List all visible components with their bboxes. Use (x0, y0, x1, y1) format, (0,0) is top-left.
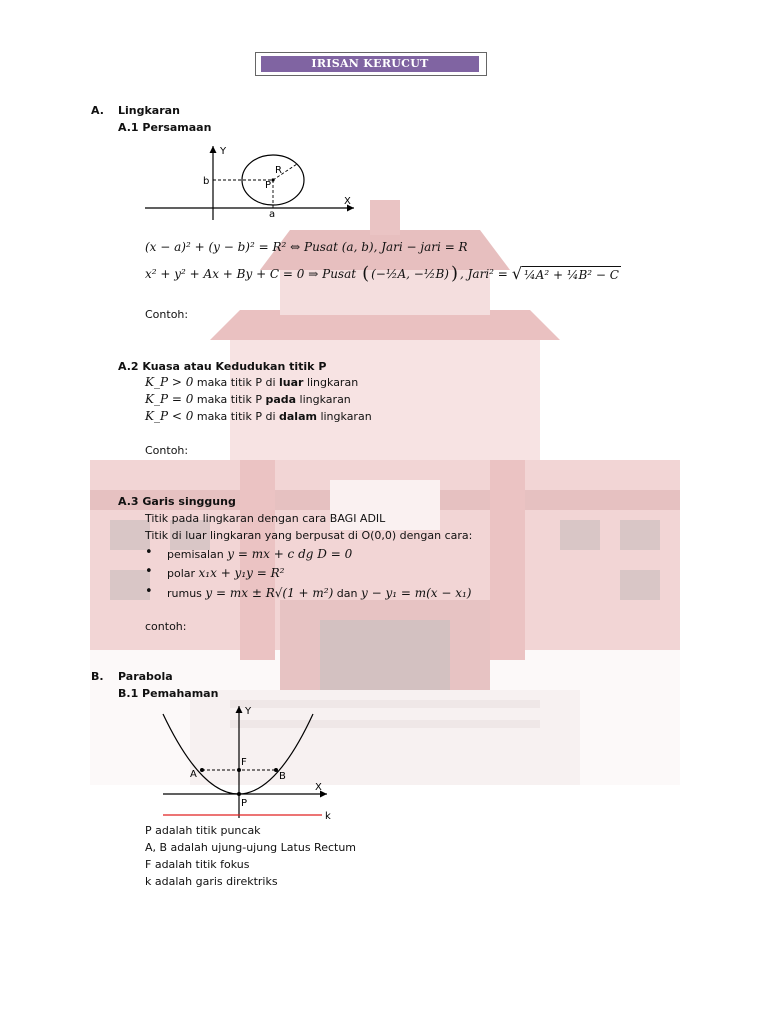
kuasa-post-2: lingkaran (296, 393, 351, 406)
equation-general-center: (−½A, −½B) (371, 266, 449, 281)
bullet-item-3 (167, 586, 472, 600)
bullet-math-2: x₁x + y₁y = R² (198, 566, 285, 580)
parabola-note-1: P adalah titik puncak (145, 824, 261, 837)
subsection-a2-heading: A.2 Kuasa atau Kedudukan titik P (118, 360, 327, 373)
bullet-math-3: y = mx ± R√(1 + m²) (205, 586, 334, 600)
kuasa-bold-1: luar (279, 376, 304, 389)
parabola-x-label: X (315, 782, 322, 793)
bullet-icon: • (145, 545, 153, 560)
parabola-note-3: F adalah titik fokus (145, 858, 250, 871)
kuasa-bold-3: dalam (279, 410, 317, 423)
bullet-icon: • (145, 584, 153, 599)
document-title: IRISAN KERUCUT (261, 56, 479, 72)
equation-general-right: , Jari² = (459, 266, 508, 281)
kuasa-item-3 (145, 409, 372, 423)
parabola-note-2: A, B adalah ujung-ujung Latus Rectum (145, 841, 357, 854)
parabola-k-label: k (325, 811, 331, 822)
bullet-text-1: pemisalan (167, 548, 228, 561)
diagram-r-label: R (275, 165, 282, 176)
bullet-text-3: rumus (167, 587, 206, 600)
garis-line-1: Titik pada lingkaran dengan cara BAGI ADIL (145, 512, 386, 525)
kuasa-pre-1: maka titik P di (193, 376, 279, 389)
equation-general-form: x² + y² + Ax + By + C = 0 ⇒ Pusat ( (−½A, −½B) ) , Jari² = √ ¼A² + ¼B² − C (145, 263, 619, 284)
subsection-b1-heading: B.1 Pemahaman (118, 687, 219, 700)
subsection-a3-heading: A.3 Garis singgung (118, 495, 236, 508)
kuasa-pre-3: maka titik P di (193, 410, 279, 423)
circle-diagram (140, 140, 365, 222)
kuasa-math-2: K_P = 0 (145, 392, 194, 406)
parabola-diagram (155, 702, 340, 824)
contoh-a3: contoh: (145, 620, 187, 633)
section-a-heading: Lingkaran (118, 104, 180, 117)
kuasa-math-3: K_P < 0 (145, 409, 194, 423)
title-box (255, 52, 487, 76)
bullet-mid-3: dan (333, 587, 361, 600)
kuasa-post-1: lingkaran (303, 376, 359, 389)
point-b (274, 768, 278, 772)
kuasa-math-1: K_P > 0 (145, 375, 194, 389)
bullet-math-1: y = mx + c dg D = 0 (227, 547, 353, 561)
parabola-note-4: k adalah garis direktriks (145, 875, 278, 888)
point-p (237, 792, 241, 796)
parabola-b-label: B (279, 771, 286, 782)
point-f (237, 768, 241, 772)
bullet-item-1 (167, 547, 352, 561)
parabola-p-label: P (241, 798, 248, 809)
section-a-letter: A. (91, 104, 104, 117)
subsection-a1-heading: A.1 Persamaan (118, 121, 212, 134)
diagram-p-label: P (265, 180, 272, 191)
garis-line-2: Titik di luar lingkaran yang berpusat di O(0,0) dengan cara: (145, 529, 473, 542)
diagram-y-label: Y (220, 146, 227, 157)
contoh-a2: Contoh: (145, 444, 189, 457)
equation-radicand: ¼A² + ¼B² − C (524, 267, 619, 282)
equation-standard-form: (x − a)² + (y − b)² = R² ⇔ Pusat (a, b), Jari − jari = R (145, 240, 468, 254)
parabola-y-label: Y (245, 706, 252, 717)
diagram-a-label: a (269, 209, 276, 220)
bullet-item-2 (167, 566, 284, 580)
parabola-f-label: F (241, 757, 247, 768)
point-a (200, 768, 204, 772)
diagram-b-label: b (203, 176, 210, 187)
kuasa-item-2 (145, 392, 351, 406)
section-b-heading: Parabola (118, 670, 173, 683)
parabola-a-label: A (190, 769, 197, 780)
contoh-a1: Contoh: (145, 308, 189, 321)
kuasa-post-3: lingkaran (316, 410, 372, 423)
parabola-curve (163, 714, 313, 794)
kuasa-bold-2: pada (265, 393, 297, 406)
section-b-letter: B. (91, 670, 104, 683)
diagram-x-label: X (344, 196, 351, 207)
equation-general-left: x² + y² + Ax + By + C = 0 ⇒ Pusat (145, 266, 357, 281)
kuasa-pre-2: maka titik P (193, 393, 266, 406)
bullet-icon: • (145, 564, 153, 579)
kuasa-item-1 (145, 375, 358, 389)
center-point (271, 178, 274, 181)
bullet-math-3b: y − y₁ = m(x − x₁) (360, 586, 472, 600)
bullet-text-2: polar (167, 567, 199, 580)
